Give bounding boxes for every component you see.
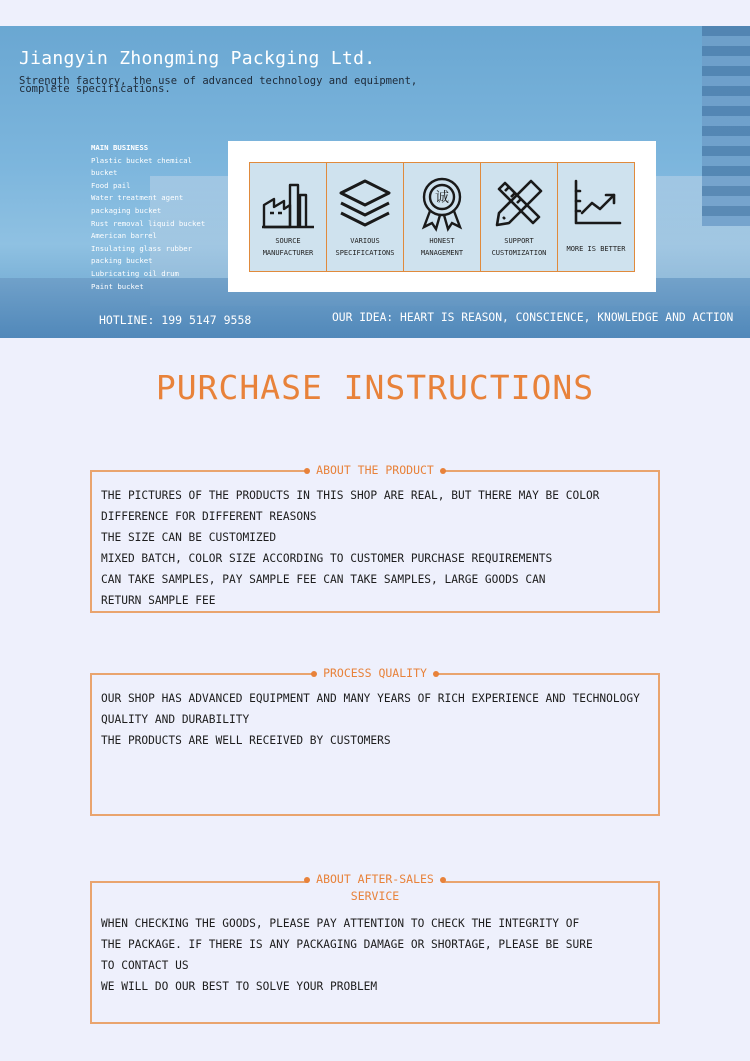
feature-label: SOURCE	[275, 237, 301, 245]
business-item: Paint bucket	[91, 281, 144, 291]
business-item: bucket	[91, 168, 118, 178]
company-name: Jiangyin Zhongming Packging Ltd.	[19, 48, 376, 69]
body-line: THE PRODUCTS ARE WELL RECEIVED BY CUSTOMERS	[101, 734, 391, 747]
business-item: Rust removal liquid bucket	[91, 218, 206, 228]
section-header: ABOUT AFTER-SALES	[316, 872, 434, 886]
body-line: QUALITY AND DURABILITY	[101, 713, 250, 726]
header-dot	[311, 671, 317, 677]
feature-label: CUSTOMIZATION	[491, 249, 547, 257]
feature-label: MANUFACTURER	[262, 249, 314, 257]
pencil-ruler-icon	[489, 173, 549, 233]
feature-label: SPECIFICATIONS	[335, 249, 395, 257]
body-line: RETURN SAMPLE FEE	[101, 594, 216, 607]
feature-label: VARIOUS	[350, 237, 380, 245]
badge-char: 诚	[435, 190, 449, 206]
section-about-product	[90, 463, 660, 613]
business-item: Insulating glass rubber	[91, 243, 193, 253]
section-header-continued: SERVICE	[350, 889, 400, 903]
header-dot	[440, 468, 446, 474]
feature-label: SUPPORT	[504, 237, 534, 245]
business-item: American barrel	[91, 231, 157, 241]
feature-label: MORE IS BETTER	[566, 245, 626, 253]
badge-icon	[412, 173, 472, 233]
section-body	[101, 485, 652, 611]
section-body	[101, 688, 652, 751]
section-body	[101, 913, 652, 997]
feature-row	[249, 162, 635, 272]
body-line: WHEN CHECKING THE GOODS, PLEASE PAY ATTENTION TO CHECK THE INTEGRITY OF	[101, 917, 580, 930]
company-tagline: Strength factory, the use of advanced technology and equipment, complete specifications.	[19, 75, 418, 95]
section-after-sales	[90, 872, 660, 1024]
feature-honest-management	[404, 163, 481, 271]
feature-various-specifications	[327, 163, 404, 271]
hero-banner	[0, 26, 750, 338]
business-item: Plastic bucket chemical	[91, 155, 193, 165]
layers-icon	[335, 173, 395, 233]
body-line: WE WILL DO OUR BEST TO SOLVE YOUR PROBLEM	[101, 980, 378, 993]
header-dot	[304, 877, 310, 883]
feature-more-is-better	[558, 163, 634, 271]
business-item: packing bucket	[91, 256, 153, 266]
main-business-heading: MAIN BUSINESS	[91, 143, 149, 152]
body-line: THE PACKAGE. IF THERE IS ANY PACKAGING DAMAGE OR SHORTAGE, PLEASE BE SURE	[101, 938, 593, 951]
business-item: Water treatment agent	[91, 193, 184, 203]
main-business-list	[91, 142, 216, 293]
company-idea: OUR IDEA: HEART IS REASON, CONSCIENCE, KNOWLEDGE AND ACTION	[332, 311, 734, 324]
hotline-text: HOTLINE: 199 5147 9558	[99, 313, 252, 327]
body-line: THE PICTURES OF THE PRODUCTS IN THIS SHOP ARE REAL, BUT THERE MAY BE COLOR	[101, 489, 600, 502]
header-dot	[304, 468, 310, 474]
feature-label: HONEST	[429, 237, 455, 245]
body-line: MIXED BATCH, COLOR SIZE ACCORDING TO CUSTOMER PURCHASE REQUIREMENTS	[101, 552, 553, 565]
factory-icon	[258, 173, 318, 233]
page-title: PURCHASE INSTRUCTIONS	[155, 368, 595, 407]
body-line: TO CONTACT US	[101, 959, 189, 972]
business-item: packaging bucket	[91, 205, 162, 215]
section-process-quality	[90, 666, 660, 816]
body-line: CAN TAKE SAMPLES, PAY SAMPLE FEE CAN TAKE SAMPLES, LARGE GOODS CAN	[101, 573, 546, 586]
body-line: DIFFERENCE FOR DIFFERENT REASONS	[101, 510, 317, 523]
body-line: THE SIZE CAN BE CUSTOMIZED	[101, 531, 277, 544]
section-header: ABOUT THE PRODUCT	[316, 463, 434, 477]
feature-panel	[228, 141, 656, 292]
header-dot	[433, 671, 439, 677]
feature-source-manufacturer	[250, 163, 327, 271]
feature-label: MANAGEMENT	[420, 249, 464, 257]
header-dot	[440, 877, 446, 883]
section-header: PROCESS QUALITY	[323, 666, 427, 680]
building-backdrop	[702, 26, 750, 226]
feature-support-customization	[481, 163, 558, 271]
business-item: Food pail	[91, 180, 131, 190]
business-item: Lubricating oil drum	[91, 268, 179, 278]
growth-chart-icon	[566, 173, 626, 233]
body-line: OUR SHOP HAS ADVANCED EQUIPMENT AND MANY YEARS OF RICH EXPERIENCE AND TECHNOLOGY	[101, 692, 640, 705]
